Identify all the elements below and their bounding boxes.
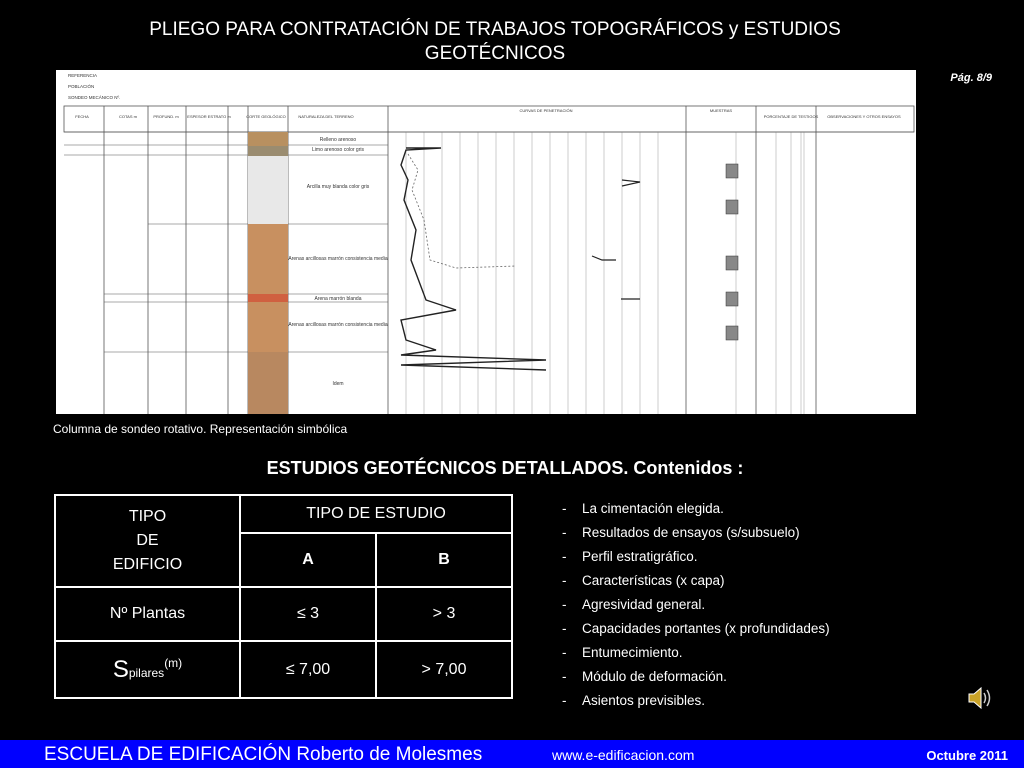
table-row (55, 641, 512, 698)
footer-bar (0, 740, 1024, 768)
pile-spacing-label (55, 641, 240, 698)
label-poblacion: POBLACIÓN (68, 84, 95, 89)
list-item: - Entumecimiento. (562, 641, 830, 665)
figure-caption: Columna de sondeo rotativo. Representación simbólica (53, 422, 348, 436)
website-link[interactable]: www.e-edificacion.com (552, 747, 695, 763)
col-fecha: FECHA (75, 114, 89, 119)
study-type-table (54, 494, 513, 699)
list-item: - Características (x capa) (562, 569, 830, 593)
footer-date: Octubre 2011 (926, 748, 1008, 763)
list-item: - La cimentación elegida. (562, 497, 830, 521)
contents-list (562, 497, 830, 713)
tipo-edificio-line-2: DE (136, 532, 159, 549)
stratum-1: Relleno arenoso (319, 137, 357, 143)
col-cotas: COTAS m (119, 114, 137, 119)
col-profund: PROFUND. m (153, 114, 179, 119)
tipo-estudio-header: TIPO DE ESTUDIO (240, 495, 512, 533)
tipo-edificio-line-1: TIPO (128, 508, 167, 525)
stratum-7: Idem (332, 381, 344, 387)
borehole-log-image (56, 70, 916, 414)
stratum-4: Arenas arcillosas marrón consistencia media (288, 256, 388, 262)
section-heading: ESTUDIOS GEOTÉCNICOS DETALLADOS. Contenidos : (266, 458, 744, 478)
col-muestras: MUESTRAS (709, 108, 733, 113)
label-sondeo: SONDEO MECÁNICO Nº. (68, 95, 121, 100)
study-type-b: B (376, 533, 512, 587)
slide-title: PLIEGO PARA CONTRATACIÓN DE TRABAJOS TOPOGRÁFICOS y ESTUDIOS GEOTÉCNICOS (149, 19, 841, 64)
pile-spacing-a-value: ≤ 7,00 (240, 641, 376, 698)
col-espesor: ESPESOR ESTRATO m (187, 114, 231, 119)
s-symbol: S (112, 655, 129, 683)
list-item: - Perfil estratigráfico. (562, 545, 830, 569)
col-observaciones: OBSERVACIONES Y OTROS ENSAYOS (827, 114, 901, 119)
list-item: - Módulo de deformación. (562, 665, 830, 689)
list-item: - Resultados de ensayos (s/subsuelo) (562, 521, 830, 545)
page-number: Pág. 8/9 (950, 72, 992, 84)
list-item: - Asientos previsibles. (562, 689, 830, 713)
stratum-5: Arena marrón blanda (314, 296, 362, 302)
plantas-label: Nº Plantas (55, 587, 240, 641)
pile-spacing-b-value: > 7,00 (376, 641, 512, 698)
tipo-edificio-line-3: EDIFICIO (112, 556, 183, 573)
study-type-a: A (240, 533, 376, 587)
list-item: - Capacidades portantes (x profundidades) (562, 617, 830, 641)
s-subscript: pilares (128, 665, 165, 680)
col-porcentaje: PORCENTAJE DE TESTIGOS (763, 114, 819, 119)
plantas-b-value: > 3 (376, 587, 512, 641)
table-row (55, 587, 512, 641)
stratum-2: Limo arenoso color gris (312, 147, 364, 153)
stratum-6: Arenas arcillosas marrón consistencia media (288, 322, 388, 328)
tipo-edificio-header (55, 495, 240, 587)
plantas-a-value: ≤ 3 (240, 587, 376, 641)
list-item: - Agresividad general. (562, 593, 830, 617)
school-name: ESCUELA DE EDIFICACIÓN Roberto de Molesmes (44, 744, 483, 765)
speaker-icon[interactable] (963, 682, 995, 714)
col-naturaleza: NATURALEZA DEL TERRENO (298, 114, 354, 119)
s-superscript: (m) (164, 655, 183, 670)
label-referencia: REFERENCIA (68, 73, 98, 78)
col-corte: CORTE GEOLÓGICO (246, 114, 286, 119)
stratum-3: Arcilla muy blanda color gris (306, 184, 370, 190)
col-curvas: CURVAS DE PENETRACIÓN (519, 108, 573, 113)
